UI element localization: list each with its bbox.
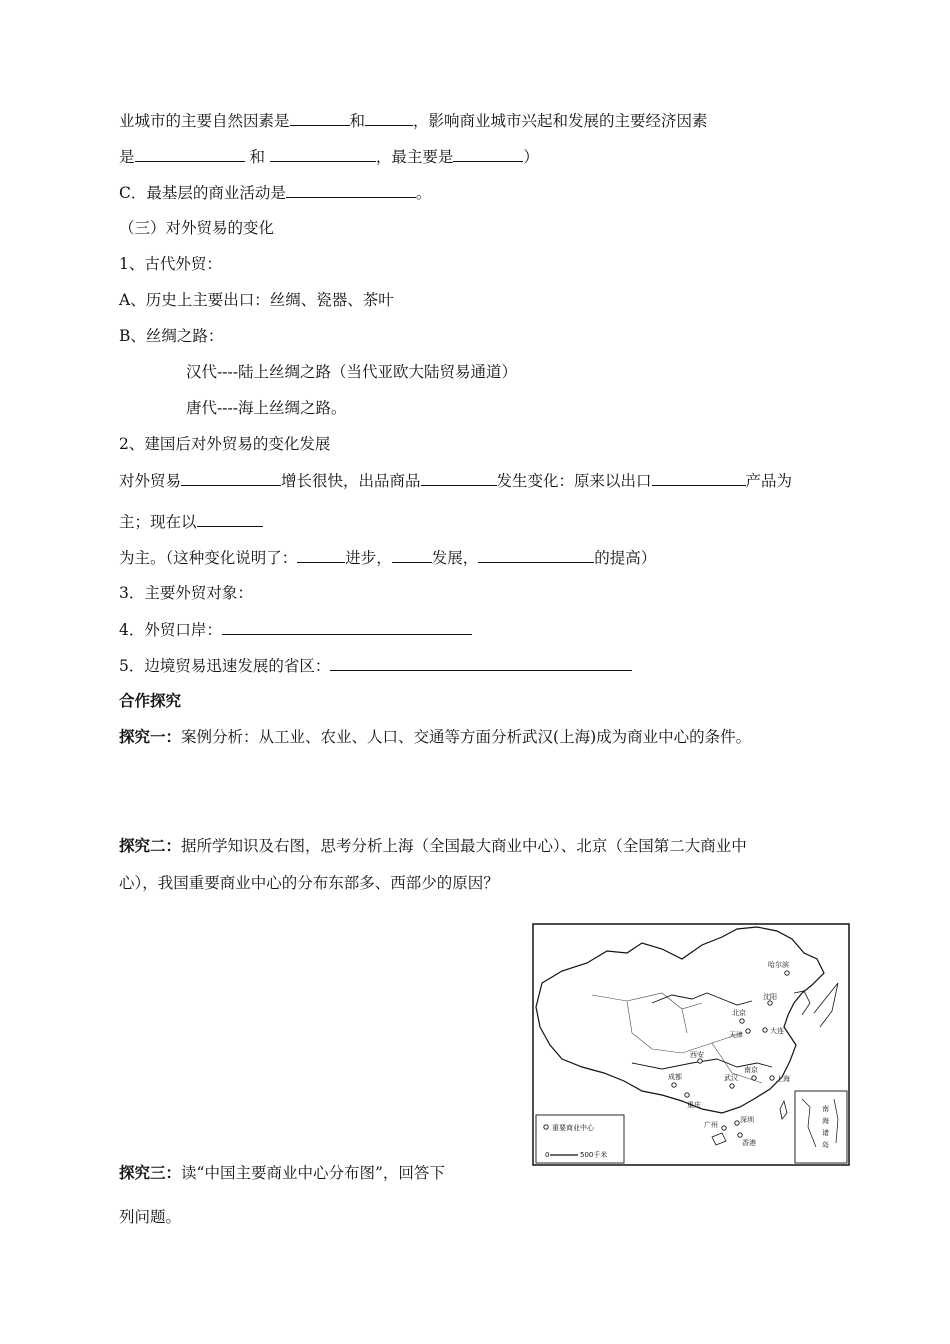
text-line-16: 5．边境贸易迅速发展的省区： [119,654,632,677]
inquiry-two: 探究二：据所学知识及右图，思考分析上海（全国最大商业中心）、北京（全国第二大商业中 [119,836,747,855]
city-marker [785,971,789,975]
text-line-han: 汉代----陆上丝绸之路（当代亚欧大陆贸易通道） [186,363,517,381]
blank[interactable] [421,469,497,486]
text-line-ancient-trade: 1、古代外贸： [119,255,222,273]
inset-label: 岛 [822,1141,829,1149]
city-marker [738,1133,742,1137]
text-line-post-1949: 2、建国后对外贸易的变化发展 [119,435,331,453]
city-label: 南京 [744,1066,758,1074]
blank[interactable] [652,469,746,486]
blank[interactable] [181,469,281,486]
inset-label: 诸 [822,1129,829,1137]
city-label: 广州 [704,1121,718,1129]
map-legend [536,1115,624,1163]
city-label: 重庆 [687,1101,701,1109]
city-marker [768,1001,772,1005]
blank[interactable] [222,618,472,635]
blank[interactable] [290,109,350,126]
section-heading-foreign-trade: （三）对外贸易的变化 [119,219,275,237]
city-label: 深圳 [740,1116,754,1124]
text-line-trade-partners: 3．主要外贸对象： [119,584,253,602]
city-label: 西安 [690,1051,704,1059]
city-marker [730,1084,734,1088]
blank[interactable] [478,546,594,563]
city-label: 武汉 [724,1074,738,1082]
city-label: 沈阳 [763,993,777,1001]
city-marker [740,1019,744,1023]
city-label: 成都 [668,1073,682,1081]
city-label: 北京 [732,1009,746,1017]
city-label: 天津 [729,1031,743,1039]
inquiry-three-cont: 列问题。 [119,1208,182,1226]
city-marker [698,1059,702,1063]
city-marker [746,1029,750,1033]
text-line-13: 为主。（这种变化说明了： 进步， 发展， 的提高） [119,546,656,569]
blank[interactable] [453,145,523,162]
inquiry-one: 探究一：案例分析：从工业、农业、人口、交通等方面分析武汉(上海)成为商业中心的条件。 [119,727,752,746]
text-line-12: 主；现在以 [119,510,263,533]
section-heading-cooperation: 合作探究 [119,691,182,710]
scale-zero: 0 [545,1151,550,1159]
inset-label: 南 [822,1105,829,1113]
blank[interactable] [197,510,263,527]
inset-label: 海 [822,1117,829,1125]
blank[interactable] [286,181,416,198]
text-line-exports: A、历史上主要出口：丝绸、瓷器、茶叶 [119,291,394,309]
blank[interactable] [135,145,245,162]
legend-label: 重要商业中心 [552,1124,594,1132]
text-line-tang: 唐代----海上丝绸之路。 [186,399,347,417]
city-marker [763,1028,767,1032]
city-label: 大连 [770,1027,784,1035]
city-marker [685,1093,689,1097]
text-line-2: 是 和 ，最主要是 ） [119,145,539,168]
inquiry-two-cont: 心），我国重要商业中心的分布东部多、西部少的原因？ [119,874,499,892]
city-marker [752,1076,756,1080]
city-label: 香港 [742,1139,756,1147]
city-label: 哈尔滨 [768,961,789,969]
text-line-silk-road: B、丝绸之路： [119,327,224,345]
text-line-11: 对外贸易 增长很快，出品商品 发生变化：原来以出口 产品为 [119,469,792,492]
text-line-15: 4．外贸口岸： [119,618,472,641]
text-line-3: C．最基层的商业活动是 。 [119,181,431,204]
south-china-sea-inset [795,1091,847,1163]
blank[interactable] [392,546,432,563]
china-commerce-centers-map [532,923,850,1166]
city-marker [722,1126,726,1130]
city-marker [735,1121,739,1125]
scale-label: 500千米 [580,1151,608,1159]
inquiry-three: 探究三：读“中国主要商业中心分布图”，回答下 [119,1163,445,1182]
blank[interactable] [270,145,376,162]
city-marker [672,1083,676,1087]
city-label: 上海 [776,1075,790,1083]
blank[interactable] [330,654,632,671]
blank[interactable] [297,546,345,563]
text-line-1: 业城市的主要自然因素是 和 ，影响商业城市兴起和发展的主要经济因素 [119,109,708,132]
city-marker [770,1076,774,1080]
blank[interactable] [365,109,413,126]
